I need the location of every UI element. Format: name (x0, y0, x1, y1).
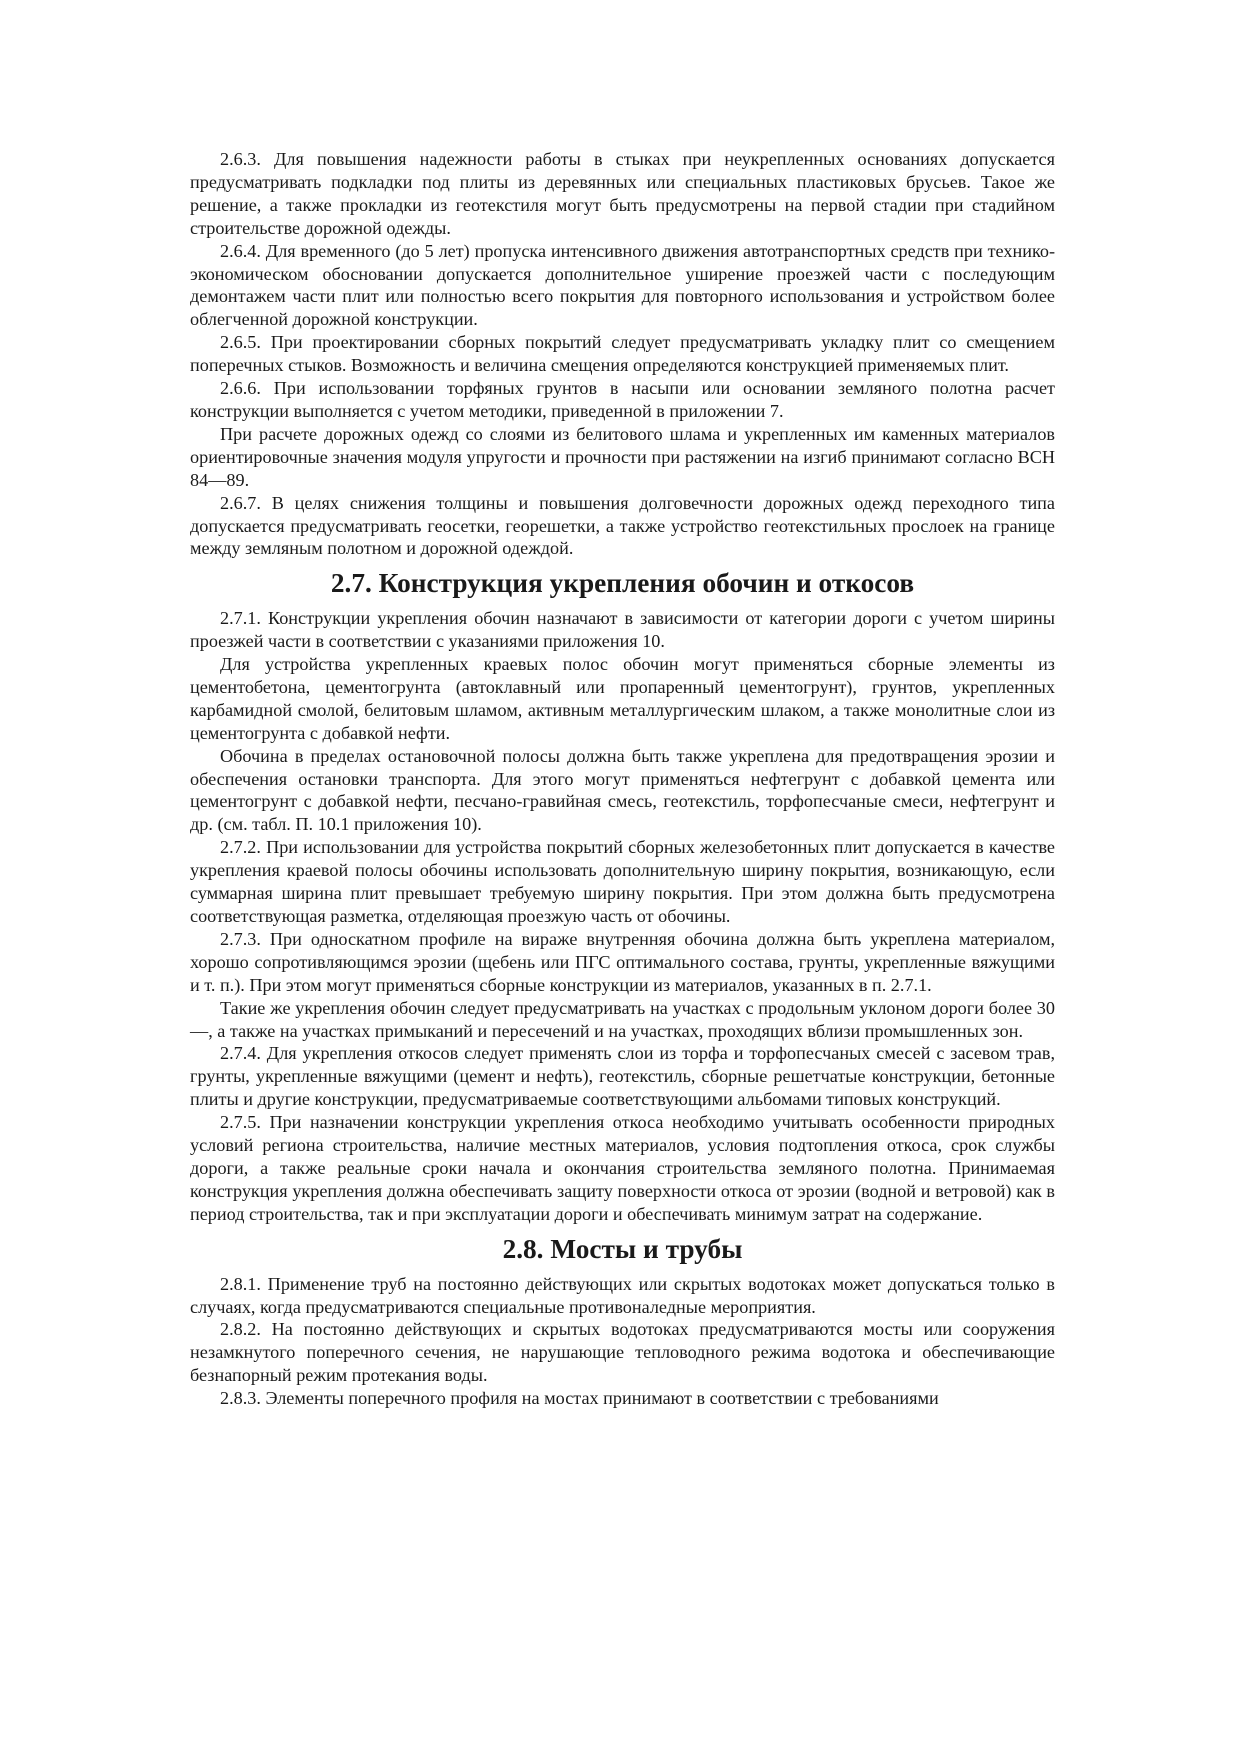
paragraph-2-6-6: 2.6.6. При использовании торфяных грунтов в насыпи или основании земляного полотна расчет конструкции выполняется с учетом методики, приведенной в приложении 7. (190, 378, 1055, 421)
paragraph-2-6-5: 2.6.5. При проектировании сборных покрытий следует предусматривать укладку плит со смещением поперечных стыков. Возможность и величина смещения определяются конструкцией применяемых плит. (190, 332, 1055, 376)
section-2-7 (190, 568, 1055, 1225)
paragraph-2-6-7: 2.6.7. В целях снижения толщины и повышения долговечности дорожных одежд переходного типа допускается предусматривать геосетки, георешетки, а также устройство геотекстильных прослоек на границе между земляным полотном и дорожной одеждой. (190, 492, 1055, 559)
paragraph-2-6-4: 2.6.4. Для временного (до 5 лет) пропуска интенсивного движения автотранспортных средств при технико-экономическом обосновании допускается дополнительное уширение проезжей части с последующим демонтажем части плит или полностью всего покрытия для повторного использования и устройством более облегченной дорожной конструкции. (190, 240, 1055, 330)
paragraph-edge-strips: Для устройства укрепленных краевых полос обочин могут применяться сборные элементы из цементобетона, цементогрунта (автоклавный или пропаренный цементогрунт), грунтов, укрепленных карбамидной смолой, белитовым шламом, активным металлургическим шлаком, а также монолитные слои из цементогрунта с добавкой нефти. (190, 654, 1055, 743)
paragraph-2-6-3: 2.6.3. Для повышения надежности работы в стыках при неукрепленных основаниях допускается предусматривать подкладки под плиты из деревянных или специальных пластиковых брусьев. Такое же решение, а также прокладки из геотекстиля могут быть предусмотрены на первой стадии при стадийном строительстве дорожной одежды. (190, 149, 1055, 238)
section-2-8 (190, 1233, 1055, 1410)
document-page (190, 148, 1055, 1410)
paragraph-stopping-lane: Обочина в пределах остановочной полосы должна быть также укреплена для предотвращения эрозии и обеспечения остановки транспорта. Для этого могут применяться нефтегрунт с добавкой цемента или цементогрунт с добавкой нефти, песчано-гравийная смесь, геотекстиль, торфопесчаные смеси, нефтегрунт и др. (см. табл. П. 10.1 приложения 10). (190, 745, 1055, 835)
paragraph-2-8-1: 2.8.1. Применение труб на постоянно действующих или скрытых водотоках может допускаться только в случаях, когда предусматриваются специальные противоналедные мероприятия. (190, 1273, 1055, 1317)
paragraph-2-7-2: 2.7.2. При использовании для устройства покрытий сборных железобетонных плит допускается в качестве укрепления краевой полосы обочины использовать дополнительную ширину покрытия, возникающую, если суммарная ширина плит превышает требуемую ширину покрытия. При этом должна быть предусмотрена соответствующая разметка, отделяющая проезжую часть от обочины. (190, 837, 1055, 926)
section-2-6-continuation (190, 148, 1055, 560)
paragraph-belite-sludge: При расчете дорожных одежд со слоями из белитового шлама и укрепленных им каменных материалов ориентировочные значения модуля упругости и прочности при растяжении на изгиб принимают согласно ВСН 84—89. (190, 423, 1055, 490)
paragraph-2-8-2: 2.8.2. На постоянно действующих и скрытых водотоках предусматриваются мосты или сооружения незамкнутого поперечного сечения, не нарушающие тепловодного режима водотока и обеспечивающие безнапорный режим протекания воды. (190, 1319, 1055, 1386)
paragraph-2-7-4: 2.7.4. Для укрепления откосов следует применять слои из торфа и торфопесчаных смесей с засевом трав, грунты, укрепленные вяжущими (цемент и нефть), геотекстиль, сборные решетчатые конструкции, бетонные плиты и другие конструкции, предусматриваемые соответствующими альбомами типовых конструкций. (190, 1043, 1055, 1110)
paragraph-2-7-3: 2.7.3. При односкатном профиле на вираже внутренняя обочина должна быть укреплена материалом, хорошо сопротивляющимся эрозии (щебень или ПГС оптимального состава, грунты, укрепленные вяжущими и т. п.). При этом могут применяться сборные конструкции из материалов, указанных в п. 2.7.1. (190, 928, 1055, 995)
paragraph-2-7-5: 2.7.5. При назначении конструкции укрепления откоса необходимо учитывать особенности природных условий региона строительства, наличие местных материалов, условия подтопления откоса, срок службы дороги, а также реальные сроки начала и окончания строительства земляного полотна. Принимаемая конструкция укрепления должна обеспечивать защиту поверхности откоса от эрозии (водной и ветровой) как в период строительства, так и при эксплуатации дороги и обеспечивать минимум затрат на содержание. (190, 1112, 1055, 1224)
section-heading-2-7: 2.7. Конструкция укрепления обочин и откосов (330, 568, 915, 599)
paragraph-longitudinal-slope: Такие же укрепления обочин следует предусматривать на участках с продольным уклоном дороги более 30 —, а также на участках примыканий и пересечений и на участках, проходящих вблизи промышленных зон. (190, 997, 1055, 1041)
paragraph-2-8-3: 2.8.3. Элементы поперечного профиля на мостах принимают в соответствии с требованиями (220, 1388, 939, 1409)
section-heading-2-8: 2.8. Мосты и трубы (502, 1233, 743, 1264)
paragraph-2-7-1: 2.7.1. Конструкции укрепления обочин назначают в зависимости от категории дороги с учетом ширины проезжей части в соответствии с указаниями приложения 10. (190, 608, 1055, 652)
